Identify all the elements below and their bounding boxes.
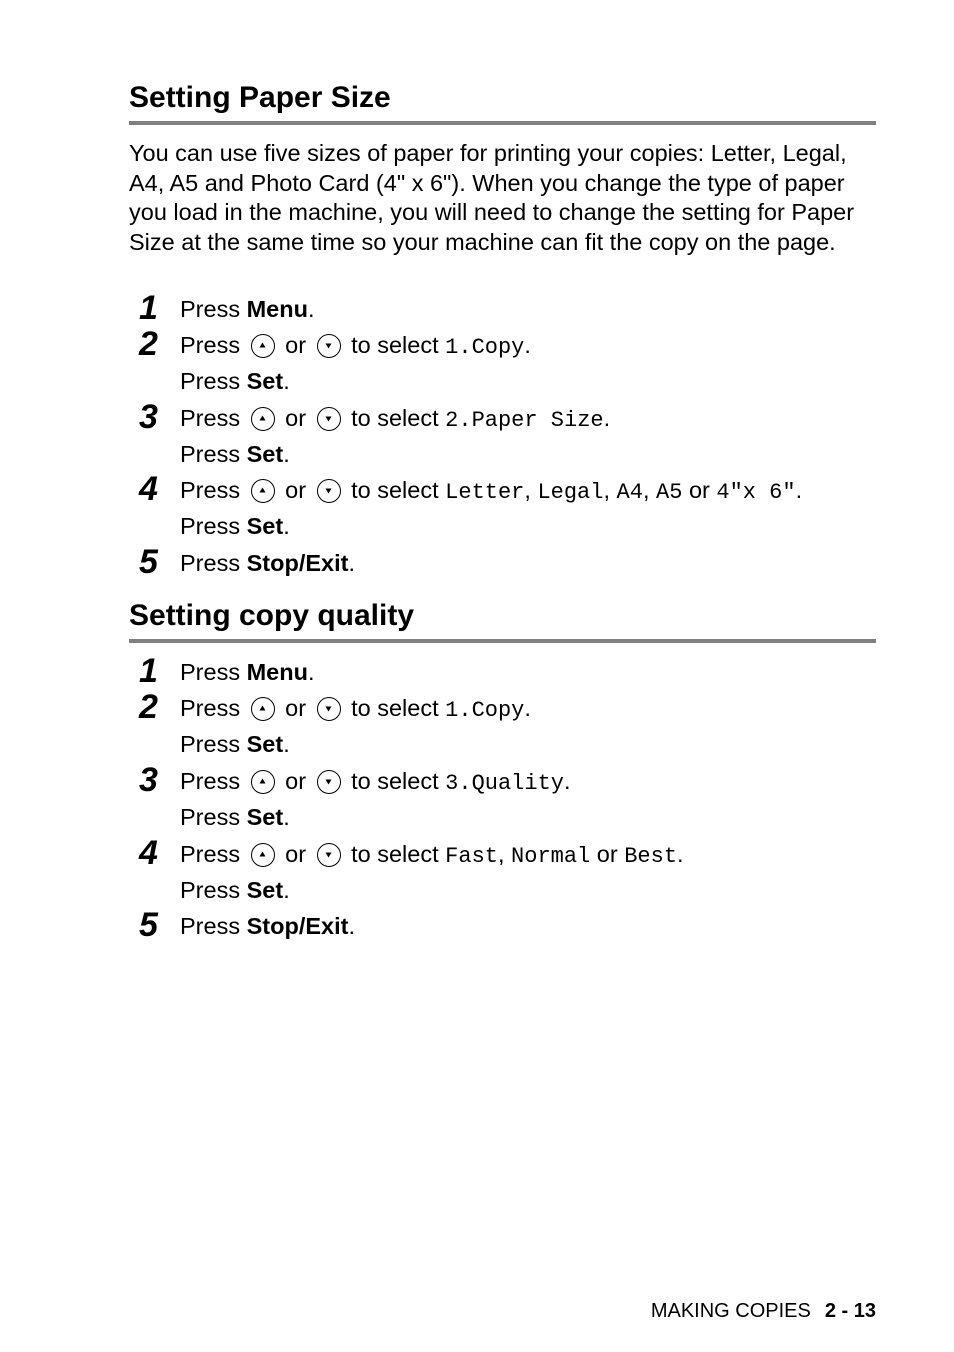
menu-key-label: Menu [246,296,308,322]
down-arrow-key-icon [317,407,341,431]
stop-exit-key-label: Stop/Exit [246,913,349,939]
step-number: 2 [139,688,158,726]
set-key-label: Set [246,877,284,903]
up-arrow-key-icon [251,770,275,794]
page-number: 2 - 13 [824,1300,876,1322]
section-title-paper-size: Setting Paper Size [129,80,876,125]
step-number: 1 [139,289,158,327]
option-value: 1.Copy [445,335,525,360]
step-number: 4 [139,470,158,508]
step-number: 2 [139,325,158,363]
up-arrow-key-icon [251,479,275,503]
intro-paragraph: You can use five sizes of paper for printing your copies: Letter, Legal, A4, A5 and Photo Card (4" x 6"). When you change the type of paper you load in the machine, you will need to change the setting for Paper Size at the same time so your machine can fit the copy on the page. [129,140,855,255]
stop-exit-key-label: Stop/Exit [246,550,349,576]
up-arrow-key-icon [251,843,275,867]
up-arrow-key-icon [251,334,275,358]
set-key-label: Set [246,804,284,830]
option-value: Letter [445,480,525,505]
step-number: 3 [139,761,158,799]
step-number: 5 [139,543,158,581]
option-value: 3.Quality [445,771,564,796]
down-arrow-key-icon [317,770,341,794]
option-value: 2.Paper Size [445,408,604,433]
option-value: 1.Copy [445,698,525,723]
up-arrow-key-icon [251,407,275,431]
down-arrow-key-icon [317,843,341,867]
option-value: Legal [537,480,604,505]
menu-key-label: Menu [246,659,308,685]
step-number: 4 [139,834,158,872]
down-arrow-key-icon [317,479,341,503]
set-key-label: Set [246,368,284,394]
step-number: 5 [139,906,158,944]
option-value: Normal [511,844,591,869]
option-value: A5 [656,480,683,505]
step-number: 1 [139,652,158,690]
down-arrow-key-icon [317,334,341,358]
section-title-copy-quality: Setting copy quality [129,598,876,643]
option-value: 4"x 6" [716,480,796,505]
set-key-label: Set [246,513,284,539]
set-key-label: Set [246,731,284,757]
chapter-label: MAKING COPIES [650,1300,811,1322]
page-footer [651,1300,876,1323]
option-value: A4 [616,480,643,505]
option-value: Best [624,844,678,869]
up-arrow-key-icon [251,697,275,721]
set-key-label: Set [246,441,284,467]
down-arrow-key-icon [317,697,341,721]
step-number: 3 [139,398,158,436]
option-value: Fast [445,844,498,869]
